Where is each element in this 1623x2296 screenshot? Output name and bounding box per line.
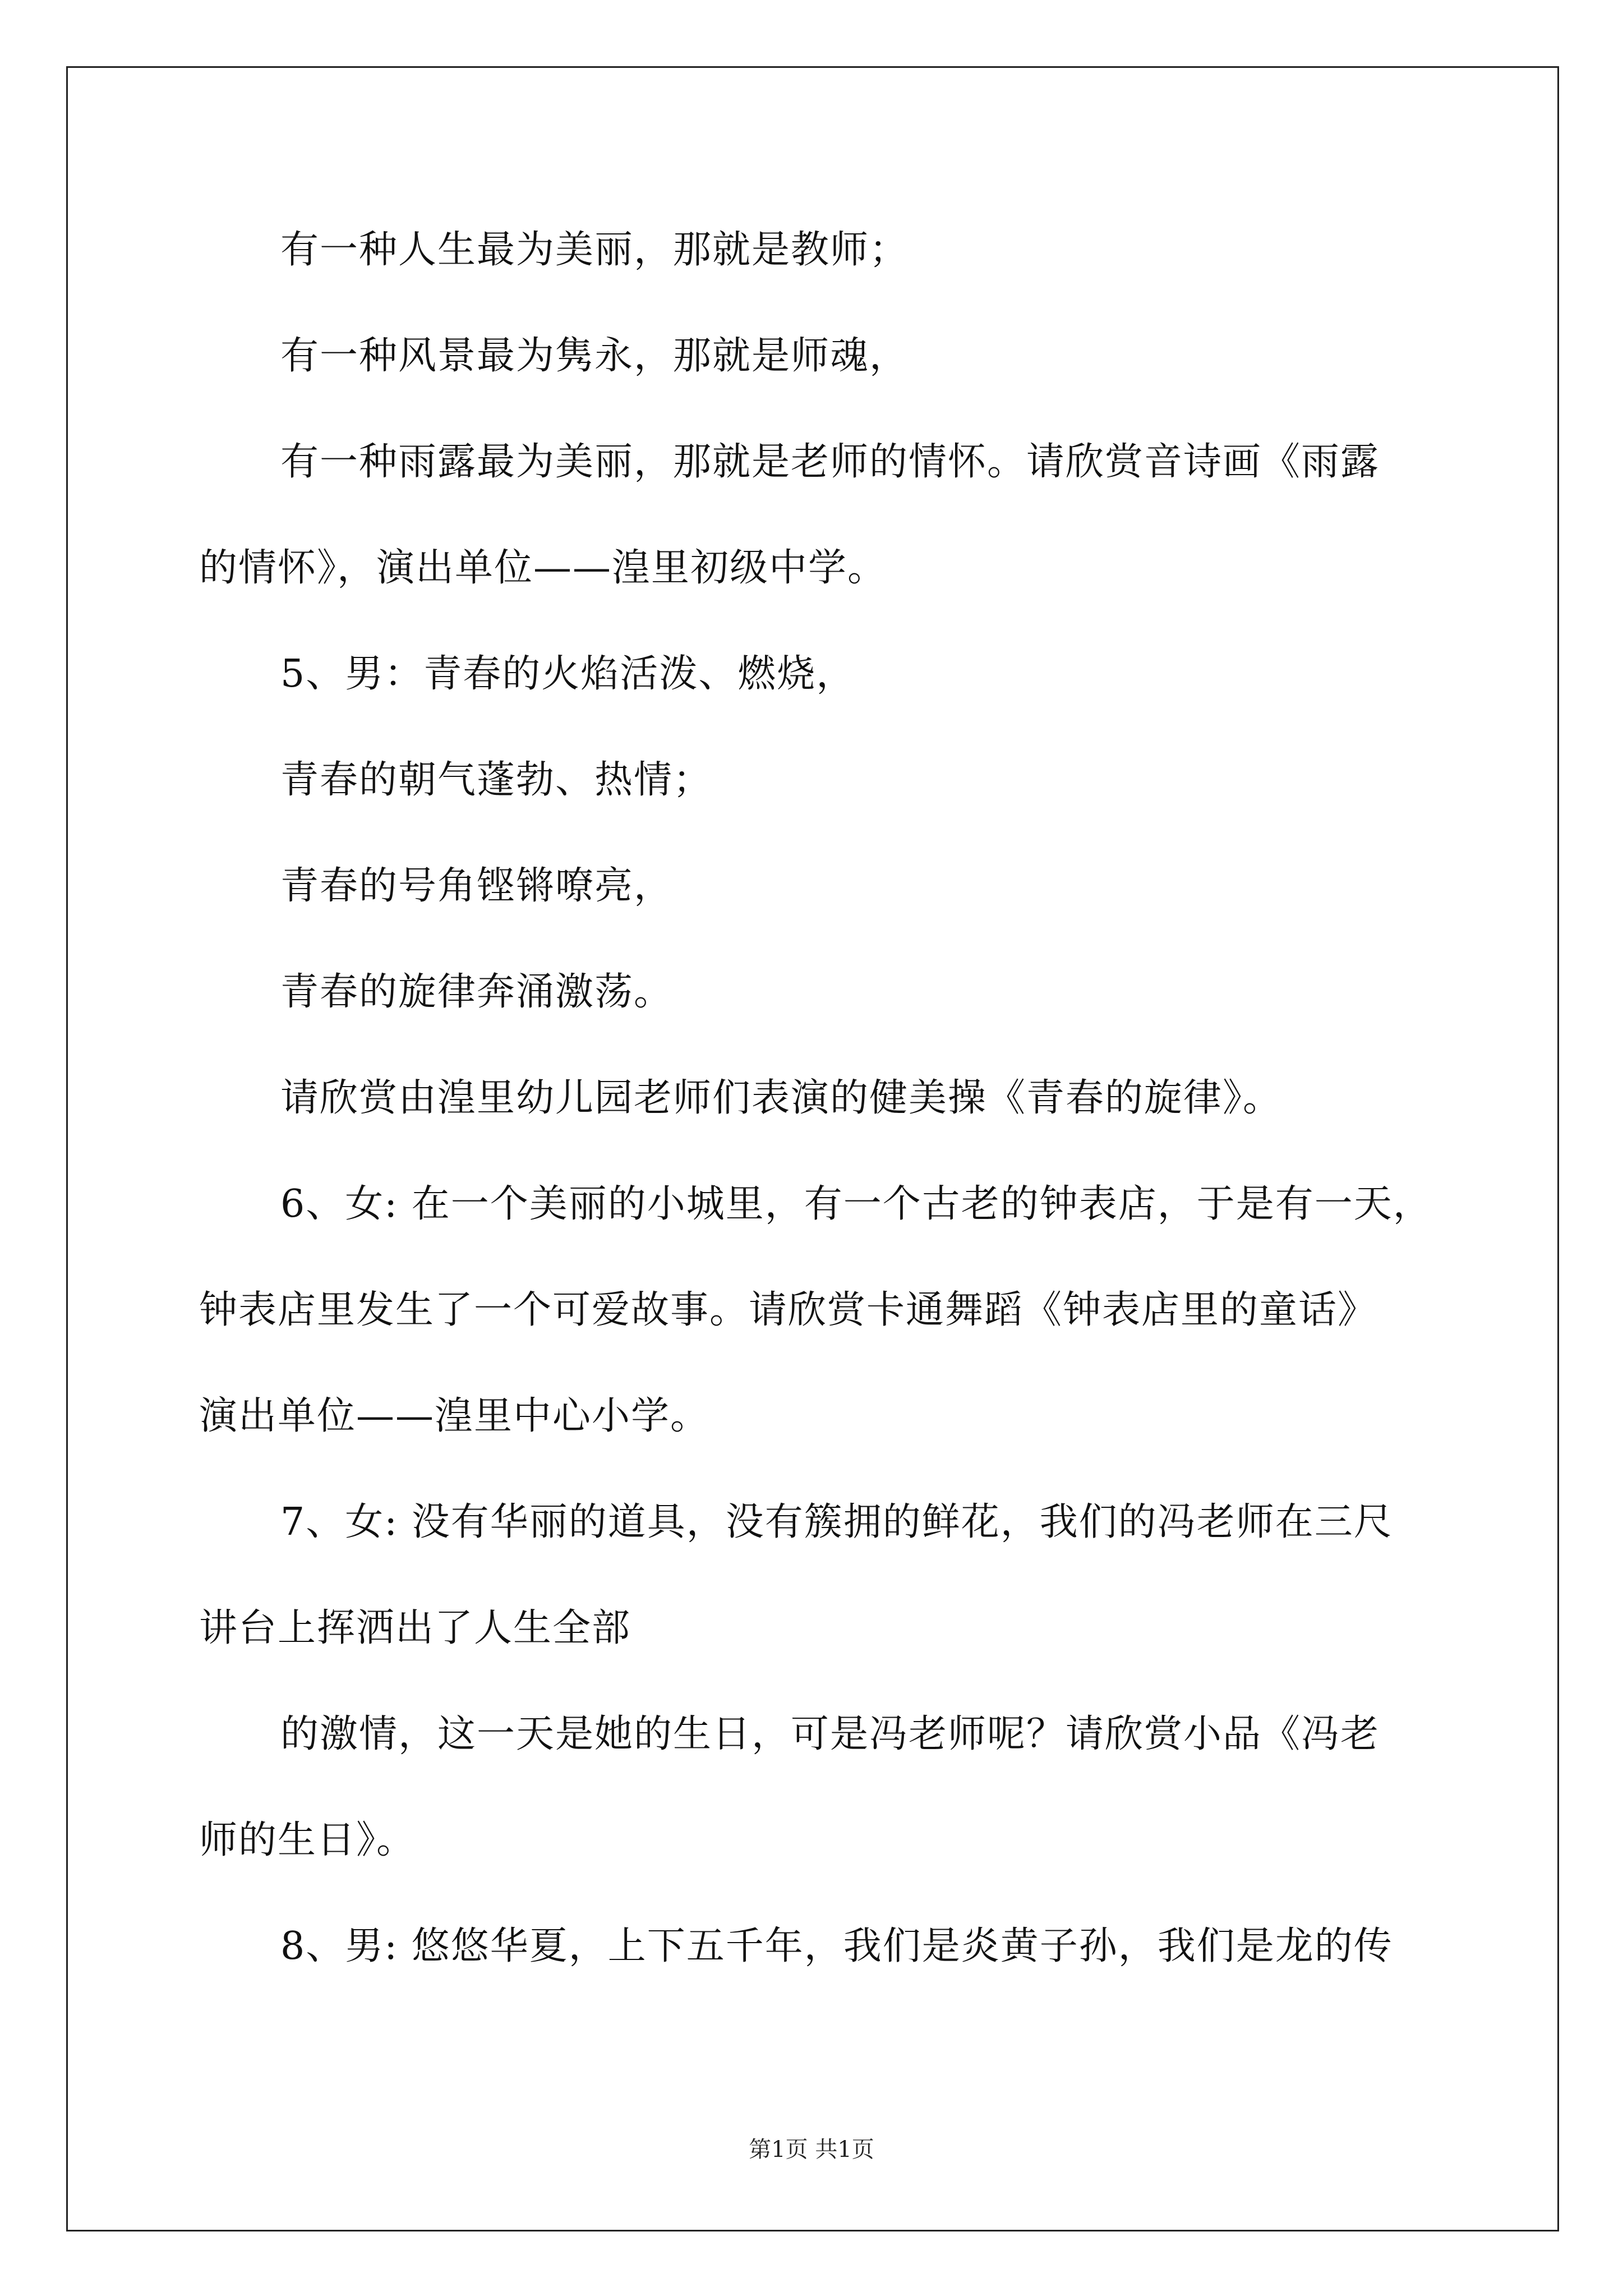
- text-line: 青春的号角铿锵嘹亮，: [280, 864, 674, 908]
- text-line: 钟表店里发生了一个可爱故事。请欣赏卡通舞蹈《钟表店里的童话》: [199, 1288, 1377, 1332]
- page-number-footer: 第1页 共1页: [749, 2137, 874, 2162]
- text-line: 青春的朝气蓬勃、热情；: [280, 758, 713, 802]
- text-line: 有一种风景最为隽永，那就是师魂，: [280, 334, 909, 378]
- text-line: 演出单位——湟里中心小学。: [199, 1394, 710, 1438]
- text-line: 请欣赏由湟里幼儿园老师们表演的健美操《青春的旋律》。: [280, 1076, 1283, 1120]
- text-line: 有一种人生最为美丽，那就是教师；: [280, 228, 909, 272]
- text-line: 5、男：青春的火焰活泼、燃烧，: [280, 652, 856, 696]
- text-line: 讲台上挥洒出了人生全部: [199, 1606, 631, 1650]
- text-line: 的激情，这一天是她的生日，可是冯老师呢？请欣赏小品《冯老: [280, 1712, 1380, 1756]
- text-line: 青春的旋律奔涌激荡。: [280, 970, 674, 1014]
- text-line: 的情怀》，演出单位——湟里初级中学。: [199, 546, 887, 590]
- text-line: 有一种雨露最为美丽，那就是老师的情怀。请欣赏音诗画《雨露: [280, 440, 1380, 484]
- text-line: 师的生日》。: [199, 1818, 416, 1862]
- text-line: 7、女: 没有华丽的道具，没有簇拥的鲜花，我们的冯老师在三尺: [280, 1500, 1393, 1544]
- text-line: 8、男: 悠悠华夏，上下五千年，我们是炎黄子孙，我们是龙的传: [280, 1924, 1393, 1968]
- page-border: [66, 66, 1559, 2231]
- text-line: 6、女: 在一个美丽的小城里，有一个古老的钟表店，于是有一天，: [280, 1182, 1432, 1226]
